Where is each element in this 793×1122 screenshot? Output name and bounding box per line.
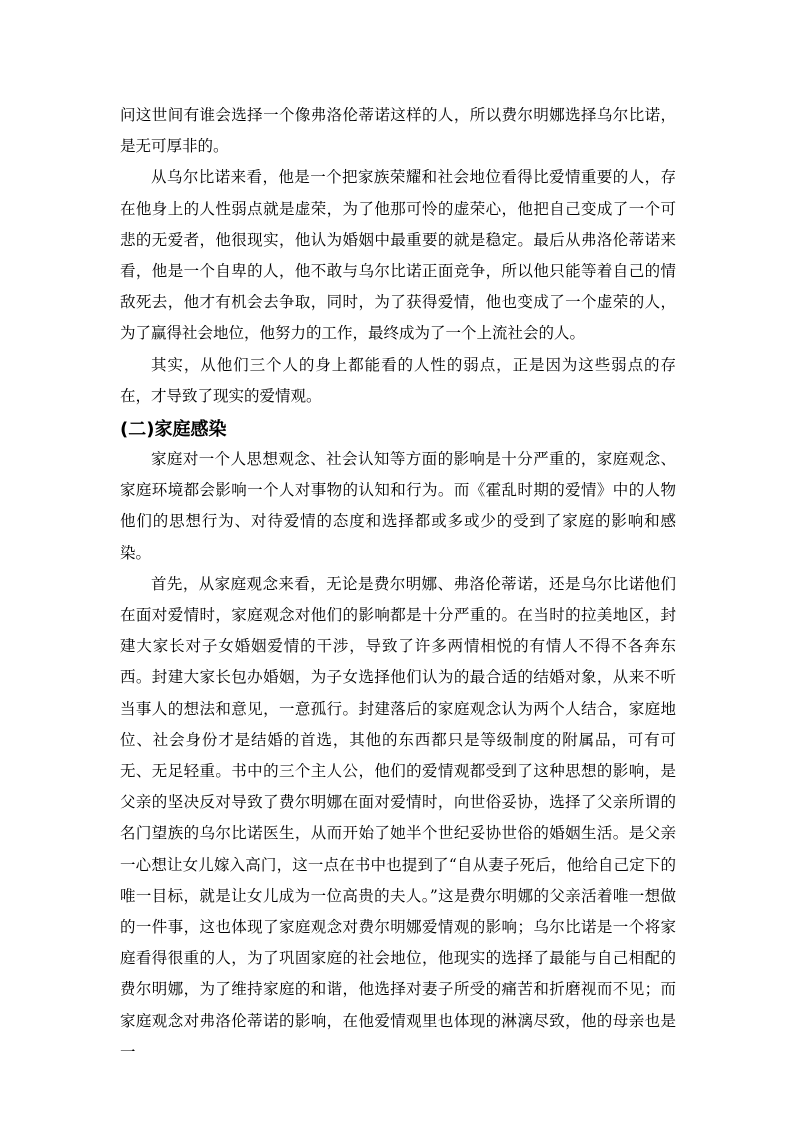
paragraph-urbino-view: 从乌尔比诺来看，他是一个把家族荣耀和社会地位看得比爱情重要的人，存在他身上的人性弱点就是虚荣，为了他那可怜的虚荣心，他把自己变成了一个可悲的无爱者，他很现实，他认为婚姻中最重要的就是稳定。最后从弗洛伦蒂诺来看，他是一个自卑的人，他不敢与乌尔比诺正面竞争，所以他只能等着自己的情敌死去，他才有机会去争取，同时，为了获得爱情，他也变成了一个虚荣的人，为了赢得社会地位，他努力的工作，最终成为了一个上流社会的人。	[120, 168, 676, 343]
paragraph-family-concept: 首先，从家庭观念来看，无论是费尔明娜、弗洛伦蒂诺，还是乌尔比诺他们在面对爱情时，家庭观念对他们的影响都是十分严重的。在当时的拉美地区，封建大家长对子女婚姻爱情的干涉，导致了许多两情相悦的有情人不得不各奔东西。封建大家长包办婚姻，为子女选择他们认为的最合适的结婚对象，从来不听当事人的想法和意见，一意孤行。封建落后的家庭观念认为两个人结合，家庭地位、社会身份才是结婚的首选，其他的东西都只是等级制度的附属品，可有可无、无足轻重。书中的三个主人公，他们的爱情观都受到了这种思想的影响，是父亲的坚决反对导致了费尔明娜在面对爱情时，向世俗妥协，选择了父亲所谓的名门望族的乌尔比诺医生，从而开始了她半个世纪妥协世俗的婚姻生活。是父亲一心想让女儿嫁入高门，这一点在书中也提到了“自从妻子死后，他给自己定下的唯一目标，就是让女儿成为一位高贵的夫人。”这是费尔明娜的父亲活着唯一想做的一件事，这也体现了家庭观念对费尔明娜爱情观的影响；乌尔比诺是一个将家庭看得很重的人，为了巩固家庭的社会地位，他现实的选择了最能与自己相配的费尔明娜，为了维持家庭的和谐，他选择对妻子所受的痛苦和折磨视而不见；而家庭观念对弗洛伦蒂诺的影响，在他爱情观里也体现的淋漓尽致，他的母亲也是一	[120, 574, 676, 1061]
text-block-after-heading	[120, 444, 676, 1068]
paragraph-continued: 问这世间有谁会选择一个像弗洛伦蒂诺这样的人，所以费尔明娜选择乌尔比诺，是无可厚非的。	[120, 106, 676, 156]
section-heading: (二)家庭感染	[120, 419, 227, 440]
paragraph-human-weakness: 其实，从他们三个人的身上都能看的人性的弱点，正是因为这些弱点的存在，才导致了现实的爱情观。	[120, 355, 676, 405]
paragraph-family-influence: 家庭对一个人思想观念、社会认知等方面的影响是十分严重的，家庭观念、家庭环境都会影响一个人对事物的认知和行为。而《霍乱时期的爱情》中的人物他们的思想行为、对待爱情的态度和选择都或多或少的受到了家庭的影响和感染。	[120, 450, 676, 562]
text-block-before-heading	[120, 100, 676, 412]
